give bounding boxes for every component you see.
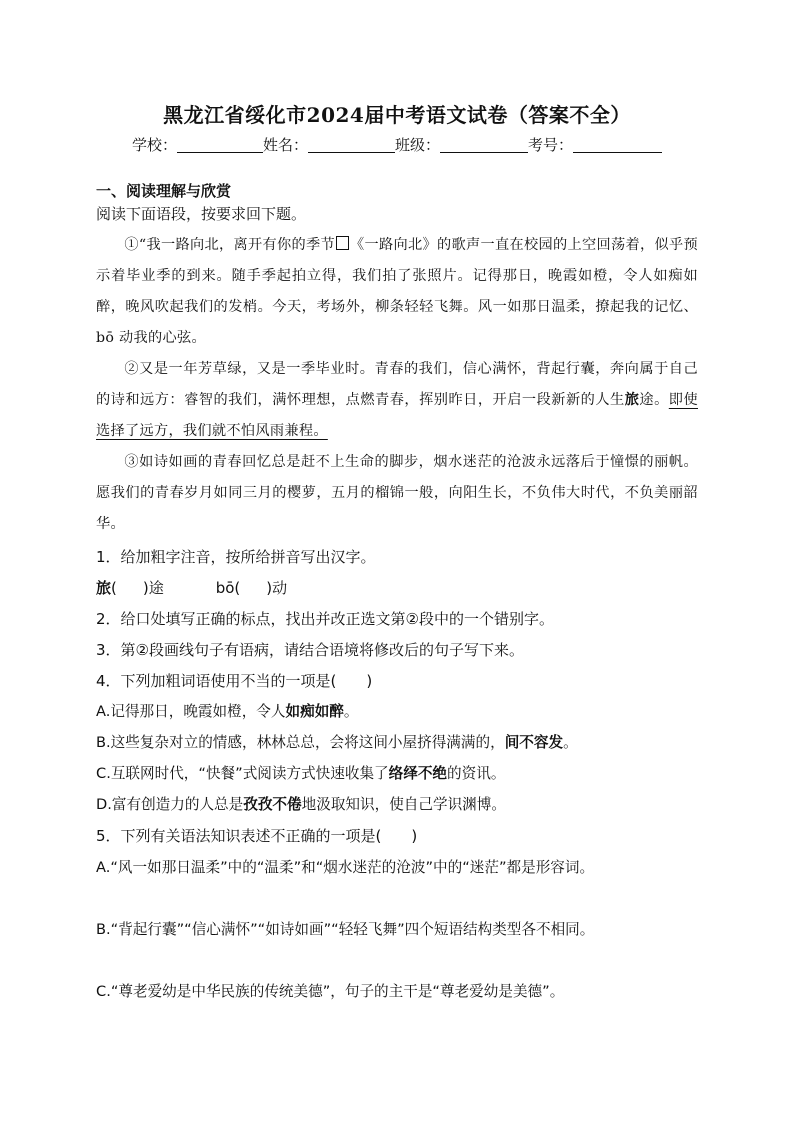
question-5: 5．下列有关语法知识表述不正确的一项是( ) (96, 827, 418, 845)
number-blank[interactable] (573, 136, 662, 153)
number-label: 考号： (528, 136, 574, 154)
section-instruction: 阅读下面语段，按要求回下题。 (96, 205, 307, 223)
student-info-line (0, 134, 794, 156)
q5-option-b[interactable]: B.“背起行囊”“信心满怀”“如诗如画”“轻轻飞舞”四个短语结构类型各不相同。 (96, 921, 595, 938)
school-blank[interactable] (177, 136, 263, 153)
passage-paragraph-1: ①“我一路向北，离开有你的季节 《一路向北》的歌声一直在校园的上空回荡着，似乎预示着毕业季的到来。随手季起拍立得，我们拍了张照片。记得那日，晚霞如橙，令人如痴如醉，晚风吹起我们的发梢。今天，考场外，柳条轻轻飞舞。风一如那日温柔，撩起我的记忆、bō 动我的心弦。 (96, 237, 698, 346)
page-title: 黑龙江省绥化市2024届中考语文试卷（答案不全） (163, 103, 631, 127)
q4-option-b[interactable]: B.这些复杂对立的情感，林林总总，会将这间小屋挤得满满的，间不容发。 (96, 734, 578, 751)
question-3: 3．第②段画线句子有语病，请结合语境将修改后的句子写下来。 (96, 641, 524, 659)
question-1-answer-line: 旅( )途 bō( )动 (96, 579, 288, 597)
name-label: 姓名： (262, 136, 308, 154)
passage-paragraph-2: ②又是一年芳草绿，又是一季毕业时。青春的我们，信心满怀，背起行囊，奔向属于自己的诗和远方：睿智的我们，满怀理想，点燃青春，挥别昨日，开启一段新新的人生旅途。即使选择了远方，我们就不怕风雨兼程。 (96, 361, 698, 439)
underlined-sentence: 即使选择了远方，我们就不怕风雨兼程。 (96, 392, 698, 439)
q4-option-a[interactable]: A.记得那日，晚霞如橙，令人如痴如醉。 (96, 703, 359, 720)
bold-char-lv: 旅 (624, 392, 640, 408)
question-4: 4．下列加粗词语使用不当的一项是( ) (96, 672, 373, 690)
punctuation-blank-box (336, 236, 349, 250)
q5-option-c[interactable]: C.“尊老爱幼是中华民族的传统美德”，句子的主干是“尊老爱幼是美德”。 (96, 983, 565, 1000)
class-blank[interactable] (440, 136, 528, 153)
name-blank[interactable] (308, 136, 395, 153)
q1-bold-char: 旅 (96, 579, 112, 597)
q5-option-a[interactable]: A.“风一如那日温柔”中的“温柔”和“烟水迷茫的沧波”中的“迷茫”都是形容词。 (96, 859, 595, 876)
question-1: 1．给加粗字注音，按所给拼音写出汉字。 (96, 548, 376, 566)
passage-paragraph-3: ③如诗如画的青春回忆总是赶不上生命的脚步，烟水迷茫的沧波永远落后于憧憬的丽帆。愿我们的青春岁月如同三月的樱萝，五月的榴锦一般，向阳生长，不负伟大时代，不负美丽韶华。 (96, 454, 698, 532)
reading-passage (96, 230, 698, 540)
school-label: 学校： (131, 136, 177, 154)
q4-option-d[interactable]: D.富有创造力的人总是孜孜不倦地汲取知识，使自己学识渊博。 (96, 796, 506, 813)
q4-option-c[interactable]: C.互联网时代，“快餐”式阅读方式快速收集了络绎不绝的资讯。 (96, 765, 506, 782)
question-2: 2．给口处填写正确的标点，找出并改正选文第②段中的一个错别字。 (96, 610, 554, 628)
class-label: 班级： (395, 136, 441, 154)
section-heading: 一、阅读理解与欣赏 (96, 182, 232, 200)
